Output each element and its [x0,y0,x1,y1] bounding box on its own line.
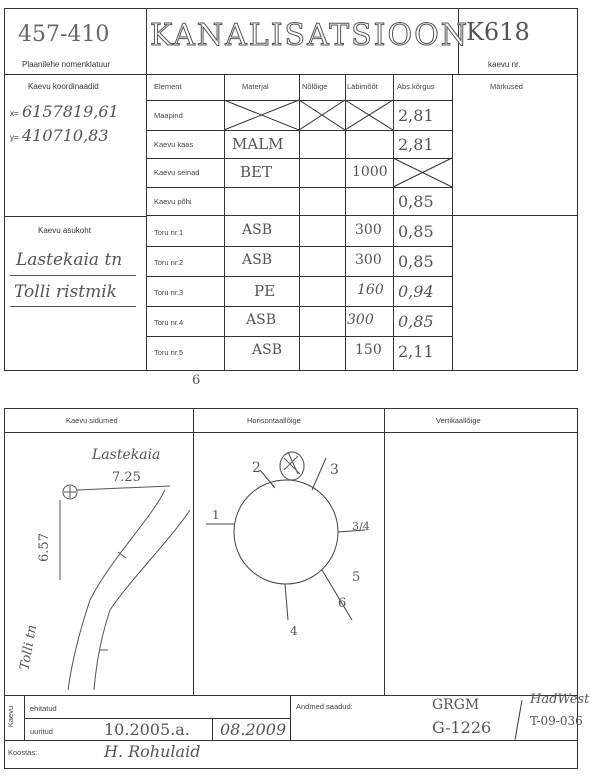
header-element: Element [154,82,182,91]
material-cell: BET [240,163,272,181]
plan-code: 457-410 [18,22,110,47]
header-material: Materjal [242,82,269,91]
diameter-cell: 300 [355,252,382,268]
diameter-cell: 300 [355,222,382,238]
source-4: T-09-036 [530,714,583,728]
street-label: Lastekaia [92,447,161,463]
source-1: GRGM [432,697,480,713]
source-2: G-1226 [432,718,492,737]
abs-cell: 0,85 [398,312,434,331]
pipe-2-label: 2 [252,460,261,476]
well-number: K618 [466,18,530,46]
distance-2: 6.57 [36,533,52,562]
created-value: 10.2005.a. [104,720,190,739]
material-cell: ASB [252,342,282,358]
x-coordinate: 6157819,61 [22,102,119,121]
vertical-label: Vertikaallõige [436,416,481,425]
abs-cell: 0,94 [398,282,434,301]
material-cell: PE [254,282,276,300]
pipe-3-label: 3 [330,462,339,478]
header-nolo: Nõlõige [302,82,328,91]
author-name: H. Rohulaid [104,742,201,761]
material-cell: ASB [242,222,272,238]
row-label: Toru nr.2 [154,258,184,267]
location-label: Kaevu asukoht [38,226,91,235]
location-line1: Lastekaia tn [16,250,123,270]
material-cell: ASB [242,252,272,268]
header-diameter: Läbimõõt [347,82,378,91]
header-abs: Abs.kõrgus [397,82,435,91]
pipe-1-label: 1 [212,508,220,522]
pipe-6-label: 6 [338,596,347,611]
y-prefix: y= [10,133,19,142]
row-label: Kaevu põhi [154,197,192,206]
surveyed-value: 08.2009 [220,720,287,739]
distance-1: 7.25 [112,470,141,485]
location-line2: Tolli ristmik [14,282,117,302]
plan-code-label: Plaanilehe nomenklatuur [22,60,111,69]
row-label: Toru nr.4 [154,318,184,327]
horizontal-label: Horisontaallõige [247,416,301,425]
abs-cell: 0,85 [398,252,434,271]
material-cell: ASB [246,312,276,328]
material-cell: MALM [232,135,284,153]
well-number-label: kaevu nr. [488,60,521,69]
side-label: Kaevu [6,705,16,728]
row-label: Toru nr.5 [154,348,184,357]
pipe-34-label: 3/4 [352,520,370,533]
diameter-cell: 150 [355,342,382,358]
tie-label: Kaevu sidumed [66,416,118,425]
row-label: Maapind [154,111,183,120]
abs-cell: 0,85 [398,192,434,211]
surveyed-label: uuritud [30,727,53,736]
row-label: Kaevu seinad [154,168,200,177]
pipe-4-label: 4 [290,624,298,638]
source-3: HadWest [530,692,590,707]
row-label: Kaevu kaas [154,140,194,149]
page-title: KANALISATSIOON [150,18,469,53]
abs-cell: 2,11 [398,342,434,361]
coords-label: Kaevu koordinaadid [28,82,99,91]
abs-cell: 2,81 [398,135,434,154]
diameter-cell: 300 [347,312,374,328]
pipe-5-label: 5 [352,570,361,585]
abs-cell: 2,81 [398,106,434,125]
header-notes: Märkused [490,82,523,91]
row-label: Toru nr.3 [154,288,184,297]
sources-label: Andmed saadud: [296,702,353,711]
x-prefix: x= [10,109,19,118]
diameter-cell: 160 [357,282,384,298]
row-label: Toru nr.1 [154,228,184,237]
author-label: Koostas: [8,748,38,757]
diameter-cell: 1000 [352,164,388,180]
created-label: ehitatud [30,704,57,713]
street-2-label: Tolli tn [17,623,41,672]
abs-cell: 0,85 [398,222,434,241]
stray-mark: 6 [192,373,201,388]
y-coordinate: 410710,83 [22,126,109,145]
